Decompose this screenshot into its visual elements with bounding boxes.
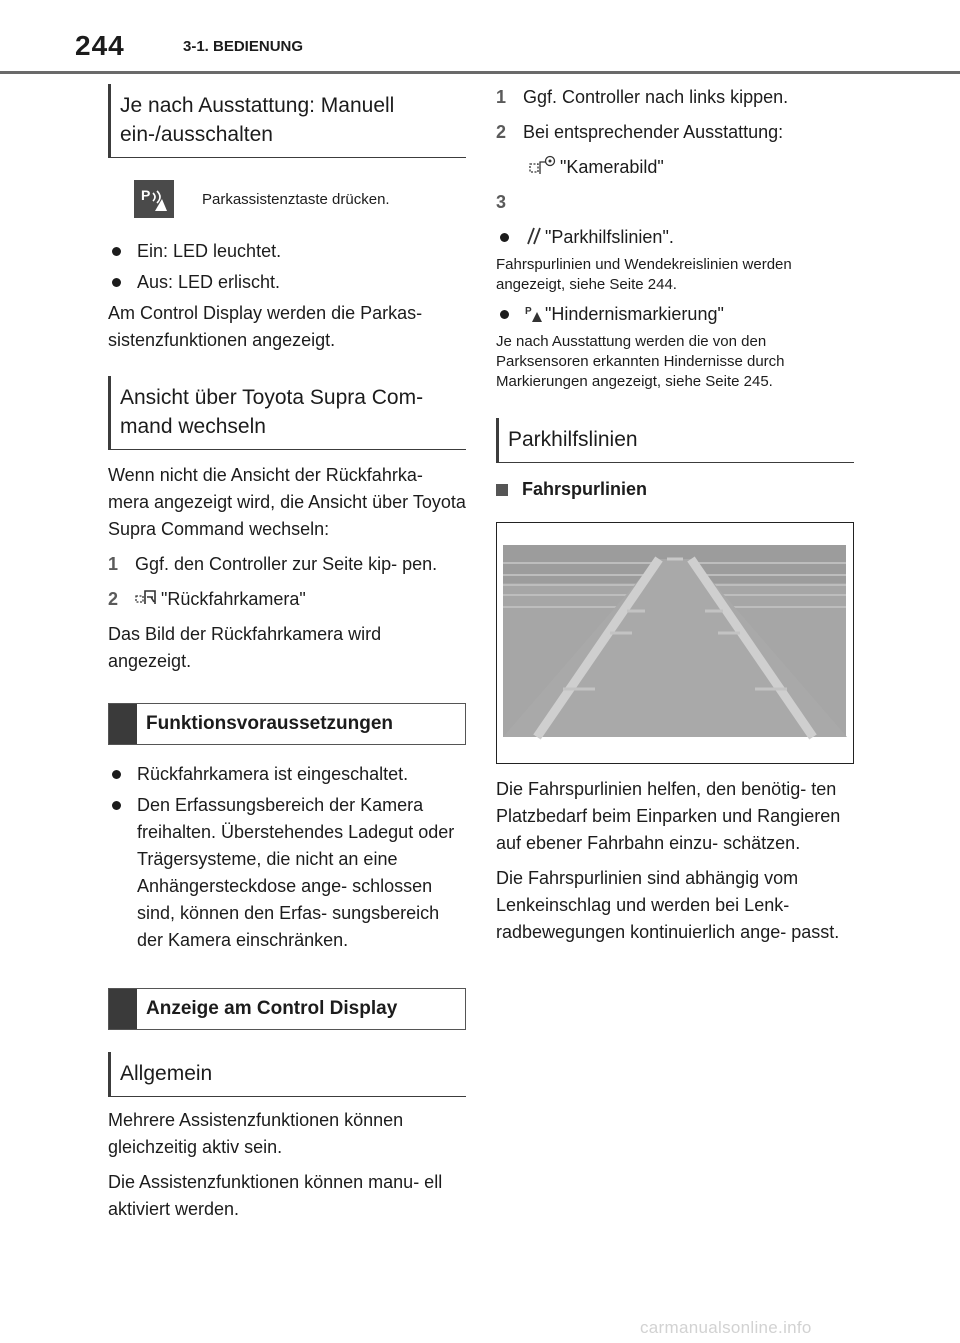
heading-manual-switch: Je nach Ausstattung: Manuell ein-/ausschalten — [108, 84, 466, 158]
bullet-keep-clear: Den Erfassungsbereich der Kamera freihalten. Überstehendes Ladegut oder Trägersysteme, die nicht an eine Anhängersteckdose ange- schlossen sind, können den Erfas- sungsbereich der Kamera einschränken. — [108, 792, 466, 954]
page-number: 244 — [75, 30, 125, 61]
camera-image-option: "Kamerabild" — [496, 154, 854, 181]
right-step-2: 2 Bei entsprechender Ausstattung: — [496, 122, 784, 142]
header-divider — [0, 71, 960, 74]
obstacle-note: Je nach Ausstattung werden die von den Parksensoren erkannten Hindernisse durch Markierungen angezeigt, siehe Seite 245. — [496, 333, 785, 390]
parking-key-text: Parkassistenztaste drücken. — [202, 190, 390, 208]
svg-text:P: P — [525, 306, 532, 317]
bullet-parking-lines: "Parkhilfslinien". — [496, 224, 854, 251]
chapter-title: 3-1. BEDIENUNG — [183, 38, 304, 55]
heading-control-display: Anzeige am Control Display — [108, 988, 466, 1030]
para-lanes-2: Die Fahrspurlinien sind abhängig vom Lenkeinschlag und werden bei Lenk- radbewegungen kontinuierlich ange- passt. — [496, 868, 840, 942]
left-column — [108, 84, 466, 1231]
right-step-1: 1 Ggf. Controller nach links kippen. — [496, 87, 789, 107]
heading-view-switch: Ansicht über Toyota Supra Com- mand wechseln — [108, 376, 466, 450]
bullet-led-off: Aus: LED erlischt. — [108, 269, 466, 296]
para-manual: Die Assistenzfunktionen können manu- ell aktiviert werden. — [108, 1172, 443, 1219]
bullet-obstacle-marking: P "Hindernismarkierung" — [496, 301, 854, 328]
para-view: Wenn nicht die Ansicht der Rückfahrka- mera angezeigt wird, die Ansicht über Toyota Supra Command wechseln: — [108, 465, 466, 539]
para-control-display: Am Control Display werden die Parkas- sistenzfunktionen angezeigt. — [108, 303, 423, 350]
heading-parking-lines: Parkhilfslinien — [496, 418, 854, 463]
svg-text:P: P — [141, 187, 151, 203]
heading-general: Allgemein — [108, 1052, 466, 1097]
parking-lines-note: Fahrspurlinien und Wendekreislinien werden angezeigt, siehe Seite 244. — [496, 256, 792, 293]
parking-lines-icon — [525, 226, 543, 246]
para-image-shown: Das Bild der Rückfahrkamera wird angezeigt. — [108, 624, 382, 671]
watermark: carmanualsonline.info — [640, 1318, 812, 1337]
left-step-1: 1 Ggf. den Controller zur Seite kip- pen. — [108, 554, 438, 574]
lane-lines-illustration — [496, 522, 854, 764]
parking-assist-key-icon — [134, 180, 174, 218]
right-step-3: 3 — [496, 192, 507, 212]
bullet-camera-on: Rückfahrkamera ist eingeschaltet. — [108, 761, 466, 788]
camera-icon — [135, 588, 159, 608]
subheading-lanes: Fahrspurlinien — [496, 479, 854, 500]
obstacle-marking-icon — [525, 303, 543, 323]
heading-requirements: Funktionsvoraussetzungen — [108, 703, 466, 745]
left-step-2: 2 "Rückfahrkamera" — [108, 589, 306, 609]
right-column — [496, 84, 854, 954]
camera-settings-icon — [528, 154, 558, 176]
bullet-led-on: Ein: LED leuchtet. — [108, 238, 466, 265]
para-lanes-1: Die Fahrspurlinien helfen, den benötig- ten Platzbedarf beim Einparken und Rangieren auf ebener Fahrbahn einzu- schätzen. — [496, 779, 841, 853]
para-multiple: Mehrere Assistenzfunktionen können gleichzeitig aktiv sein. — [108, 1110, 404, 1157]
parking-key-row — [134, 180, 466, 218]
